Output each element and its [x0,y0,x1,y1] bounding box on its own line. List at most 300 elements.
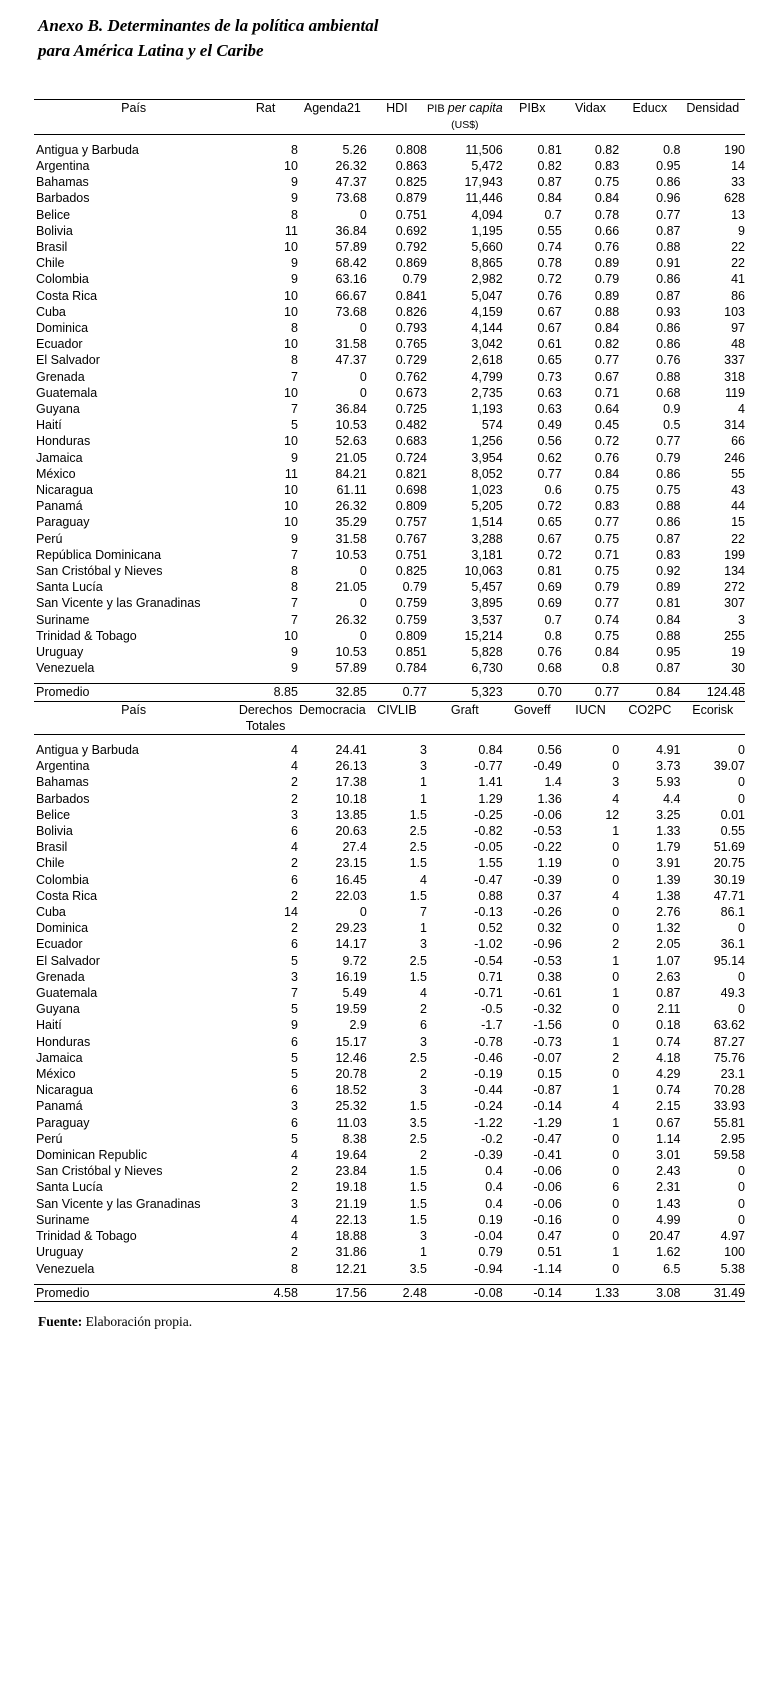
table-cell [233,100,298,134]
table-cell: 0 [612,840,620,855]
table-cell: 1.5 [409,1212,427,1227]
table-cell: 0.86 [656,466,681,481]
table-cell: -1.02 [474,937,503,952]
table-cell: 3 [420,743,427,757]
table-cell: 5,828 [471,644,503,659]
table-cell: 0 [738,1164,745,1179]
table-row [34,239,745,255]
table-cell: 2.15 [656,1099,681,1114]
table-cell: 3 [290,1196,298,1211]
table-cell: 0.47 [537,1229,562,1244]
table-cell: 9 [290,661,298,676]
table-cell: 0.75 [656,482,681,497]
table-cell: 0.6 [544,482,562,497]
table-cell: 0 [612,1196,620,1211]
table-row [34,255,745,271]
table-cell [367,701,427,734]
country-name: Dominica [36,320,89,335]
table-cell: 1.55 [478,856,503,871]
table-cell: 5.38 [720,1261,745,1276]
annex-b-table [34,99,745,1302]
table-cell: 5,323 [427,684,503,701]
table-cell: 0 [359,385,367,400]
table-cell: -0.24 [474,1099,503,1114]
table-cell: 0.5 [663,418,681,433]
table-cell: 4 [612,791,620,806]
table-cell: 15,214 [464,628,503,643]
table-cell: 0.759 [395,612,427,627]
table-cell: 20.78 [335,1067,367,1082]
table-row [34,855,745,871]
table-cell: 0 [738,1180,745,1195]
table-cell: 70.28 [713,1083,745,1098]
country-name: Haití [36,418,62,433]
country-name: Perú [36,531,63,546]
table-cell: 1.5 [409,807,427,822]
table-cell: 0.84 [656,612,681,627]
table-cell: 1 [612,1083,620,1098]
table-cell: 15.17 [335,1034,367,1049]
table-cell: 6 [290,1083,298,1098]
column-header-label: Educx [632,101,668,116]
table-row [34,985,745,1001]
table-cell: 10 [284,304,298,319]
table-cell: 57.89 [335,239,367,254]
country-name: Uruguay [36,1245,84,1260]
table-cell: 0.93 [656,304,681,319]
table-cell: 0.77 [562,684,619,701]
table-cell: 307 [724,596,745,611]
table-cell: 4,799 [471,369,503,384]
table-cell: 0 [738,969,745,984]
table-cell: 9 [290,450,298,465]
table-cell: 12 [605,807,620,822]
table-cell: 0.63 [537,385,562,400]
table-row [34,953,745,969]
average-row [34,684,745,701]
table-cell: 23.15 [335,856,367,871]
table-cell: -0.39 [474,1148,503,1163]
table-cell: 8 [290,207,298,222]
table-cell: 0.809 [395,499,427,514]
table-cell: 4,144 [471,320,503,335]
table-row [34,433,745,449]
country-name: El Salvador [36,353,100,368]
table-cell: 0.01 [720,807,745,822]
table-cell: 0.4 [485,1196,503,1211]
table-row [34,514,745,530]
country-name: México [36,1067,76,1082]
column-header-label: Graft [450,702,479,717]
table-cell: 44 [731,499,745,514]
table-cell: 10.53 [335,418,367,433]
table-cell: 26.32 [335,612,367,627]
table-cell: 3 [612,775,620,790]
table-cell: 4.29 [656,1067,681,1082]
table-cell: 0.81 [537,563,562,578]
table-cell: -0.26 [533,905,562,920]
table-cell: 1,195 [471,223,503,238]
table-cell: 52.63 [335,434,367,449]
table-cell: 5,047 [471,288,503,303]
table-cell: -0.47 [474,872,503,887]
country-name: Belice [36,207,71,222]
table-cell: 39.07 [713,759,745,774]
country-name: Bahamas [36,775,89,790]
table-cell: 0.81 [656,596,681,611]
table-cell: 0 [359,563,367,578]
table-cell: 59.58 [713,1148,745,1163]
table-cell: 0.91 [656,256,681,271]
table-cell: 0.84 [594,320,620,335]
table-cell: 1,256 [471,434,503,449]
table-cell [427,701,503,734]
table-cell: 4 [420,986,427,1001]
table-cell: 4.97 [720,1229,745,1244]
table-cell: 0.71 [478,969,503,984]
title-line-2: para América Latina y el Caribe [38,40,264,60]
country-name: Cuba [36,905,66,920]
table-cell: 9 [738,223,745,238]
country-name: San Vicente y las Granadinas [36,1196,201,1211]
table-cell: 97 [731,320,745,335]
table-cell: 3.5 [409,1115,427,1130]
table-cell: 0 [612,1164,620,1179]
annex-tables [34,99,745,1302]
table-cell: 9 [290,644,298,659]
table-cell: 0.4 [485,1180,503,1195]
table-cell: 0.81 [537,142,562,157]
table-cell: 0 [612,759,620,774]
table-cell: 22.13 [335,1212,367,1227]
table-cell: 2 [290,1164,298,1179]
table-cell: 8 [290,353,298,368]
table-cell: 1 [420,791,427,806]
country-name: San Vicente y las Granadinas [36,596,201,611]
table-cell: 11.03 [336,1115,367,1130]
table-cell: 0.76 [537,288,562,303]
table-cell: 9.72 [342,953,367,968]
table-cell: 246 [724,450,745,465]
table-cell: 0.793 [395,320,427,335]
table-cell: 10 [284,482,298,497]
table-cell: 16.19 [335,969,367,984]
table-cell: 0.74 [656,1034,681,1049]
table-cell: 2.63 [656,969,681,984]
table-cell: -0.06 [533,1196,562,1211]
table-cell: 0.32 [537,921,562,936]
table-cell: 4 [290,1229,298,1244]
country-name: Grenada [36,969,85,984]
table-cell: 3,288 [471,531,503,546]
table-cell: 2.76 [656,905,681,920]
table-cell: 0.66 [594,223,620,238]
table-cell: 5,472 [471,158,503,173]
column-header-label: País [121,101,147,116]
table-cell: 4 [612,888,620,903]
table-cell: 47.37 [335,353,367,368]
table-cell: 0.71 [594,547,620,562]
table-cell: 5,457 [471,580,503,595]
table-cell: 314 [724,418,745,433]
country-name: Brasil [36,840,68,855]
table-cell: 57.89 [335,661,367,676]
country-name: Bolivia [36,223,73,238]
table-cell: 2 [290,856,298,871]
table-cell: 190 [724,142,745,157]
table-cell: 3,042 [471,337,503,352]
table-cell: 4 [290,743,298,757]
table-cell: 1 [612,1034,620,1049]
table-cell: 31.58 [335,531,367,546]
table-cell: -0.41 [533,1148,562,1163]
table-cell: -0.14 [503,1284,562,1301]
table-cell: 0.15 [537,1067,562,1082]
column-header-label: PIB per capita (US$) [426,101,503,132]
table-cell: 3.91 [656,856,681,871]
table-cell: -0.54 [474,953,503,968]
table-row [34,1179,745,1195]
table-cell: 20.63 [335,824,367,839]
table-cell: 0.82 [594,142,620,157]
country-name: El Salvador [36,953,100,968]
table-row [34,660,745,676]
table-cell: -1.14 [533,1261,562,1276]
table-cell: 0.841 [395,288,427,303]
country-name: Guyana [36,1002,80,1017]
country-name: Jamaica [36,450,83,465]
table-cell: 87.27 [713,1034,745,1049]
table-cell [367,100,427,134]
table-cell: 2.43 [656,1164,681,1179]
table-cell: 4.58 [233,1284,298,1301]
header-row [34,100,745,134]
table-cell: 0.75 [594,628,620,643]
column-header-label: PIBx [519,101,546,116]
table-cell: 0.879 [395,191,427,206]
table-cell: 2.11 [657,1002,681,1017]
table-cell: 0.8 [663,142,681,157]
table-cell: 1 [612,953,620,968]
country-name: Santa Lucía [36,580,103,595]
table-cell: 2,618 [471,353,503,368]
table-cell: 86.1 [720,905,745,920]
table-row [34,888,745,904]
table-row [34,352,745,368]
table-cell: 0.751 [395,547,427,562]
table-cell: 1.36 [537,791,562,806]
table-cell: -0.49 [533,759,562,774]
table-row [34,1034,745,1050]
table-cell: 16.45 [335,872,367,887]
table-cell: 86 [731,288,745,303]
country-name: Guatemala [36,385,98,400]
column-header-label: Rat [255,101,276,116]
table-cell: -0.06 [533,1164,562,1179]
table-cell: 0.482 [395,418,427,433]
table-cell: 628 [724,191,745,206]
table-row [34,612,745,628]
table-cell: -0.25 [474,807,503,822]
country-name: Costa Rica [36,288,98,303]
table-cell: 2.05 [656,937,681,952]
table-cell: 10 [284,628,298,643]
table-cell: 1.33 [656,824,681,839]
table-cell: 2 [290,1245,298,1260]
table-cell: 0 [612,1261,620,1276]
table-row [34,288,745,304]
table-cell: 1.32 [656,921,681,936]
table-cell: 7 [290,986,298,1001]
table-cell: 2.5 [409,1131,427,1146]
country-name: Suriname [36,1212,90,1227]
table-cell: -0.06 [533,1180,562,1195]
table-row [34,1001,745,1017]
table-cell: 0.75 [594,175,620,190]
table-cell: 3.08 [619,1284,680,1301]
table-cell: 0.82 [537,158,562,173]
table-cell: 1.5 [409,1180,427,1195]
table-cell: 0.87 [656,661,681,676]
table-cell: 9 [290,531,298,546]
table-cell: 23.1 [720,1067,745,1082]
table-cell: 2.48 [367,1284,427,1301]
table-cell: 13 [731,207,745,222]
table-cell: 119 [725,385,745,400]
table-cell: 2.31 [656,1180,681,1195]
table-cell: 0.95 [656,158,681,173]
table-cell: -1.22 [474,1115,503,1130]
table-cell: 9 [290,191,298,206]
table-cell: 0.83 [656,547,681,562]
table-cell: 0.84 [594,191,620,206]
table-cell: 1.5 [409,969,427,984]
table-row [34,1212,745,1228]
table-cell: 13.85 [335,807,367,822]
table-cell [619,100,680,134]
table-cell: 0.84 [619,684,680,701]
table-row [34,758,745,774]
table-cell: 18.52 [335,1083,367,1098]
table-cell: 0.56 [537,434,562,449]
table-cell: 33 [731,175,745,190]
table-cell: 1.29 [478,791,503,806]
table-cell: 0.76 [594,239,620,254]
table-cell: 73.68 [335,191,367,206]
column-header-label: Goveff [513,702,551,717]
table-cell: 0.86 [656,320,681,335]
table-cell: 0.72 [537,547,562,562]
table-cell: 4 [738,401,745,416]
table-cell: 10 [284,337,298,352]
table-cell: 6 [290,937,298,952]
table-cell: -0.53 [533,953,562,968]
table-cell: 0.83 [594,499,620,514]
table-cell: 0 [612,1067,620,1082]
table-cell: 0.725 [395,401,427,416]
table-cell: 2 [290,921,298,936]
table-cell: 8 [290,1261,298,1276]
table-cell: 2 [612,1050,620,1065]
table-row [34,1228,745,1244]
table-cell: 0.792 [395,239,427,254]
table-cell: 0.762 [395,369,427,384]
table-cell: -0.14 [533,1099,562,1114]
table-row [34,1261,745,1277]
table-cell: 47.37 [335,175,367,190]
average-row [34,1284,745,1301]
table-cell: 0.88 [478,888,503,903]
table-cell: 63.62 [713,1018,745,1033]
table-cell: 30.19 [713,872,745,887]
table-cell: 0.72 [537,499,562,514]
table-cell: 6 [420,1018,427,1033]
table-cell: 0.784 [395,661,427,676]
table-cell [680,100,745,134]
table-cell: 22 [731,531,745,546]
table-cell: 14.17 [335,937,367,952]
table-cell: 30 [731,661,745,676]
column-header-label: Ecorisk [692,702,734,717]
table-cell: 7 [290,369,298,384]
table-cell: 0.84 [594,644,620,659]
table-cell: 5.93 [656,775,681,790]
table-cell: 4 [290,1212,298,1227]
table-cell: 15 [731,515,745,530]
country-name: Antigua y Barbuda [36,743,139,757]
table-cell: -0.13 [474,905,503,920]
table-row [34,807,745,823]
table-cell: 2 [290,791,298,806]
table-cell [680,701,745,734]
table-cell: 0.7 [544,207,562,222]
table-cell: 3 [420,937,427,952]
table-cell: 0.4 [485,1164,503,1179]
table-cell: 12.46 [335,1050,367,1065]
column-header-label: Democracia [299,702,366,717]
spacer-cell [34,1277,745,1285]
table-cell: 7 [290,401,298,416]
table-cell: 11 [284,223,298,238]
table-cell: 0.68 [656,385,681,400]
table-cell: 0.851 [395,644,427,659]
table-body [34,100,745,1302]
table-cell: -0.05 [474,840,503,855]
table-cell [562,701,619,734]
country-name: Santa Lucía [36,1180,103,1195]
table-cell: 10.18 [335,791,367,806]
table-cell: 7 [420,905,427,920]
table-cell: 4 [290,1148,298,1163]
table-row [34,1244,745,1260]
table-row [34,1082,745,1098]
table-cell: 0.87 [656,531,681,546]
table-row [34,563,745,579]
table-cell: 0.89 [594,256,620,271]
table-cell: 199 [724,547,745,562]
table-cell: 1.19 [537,856,562,871]
table-cell: 3.73 [656,759,681,774]
table-cell: 2 [420,1067,427,1082]
table-cell: 0.84 [537,191,562,206]
table-cell: 6 [290,1115,298,1130]
table-row [34,207,745,223]
country-name: Dominica [36,921,89,936]
table-cell: 9 [290,272,298,287]
table-cell: 0.87 [656,223,681,238]
country-name: Bolivia [36,824,73,839]
table-cell: -0.16 [533,1212,562,1227]
